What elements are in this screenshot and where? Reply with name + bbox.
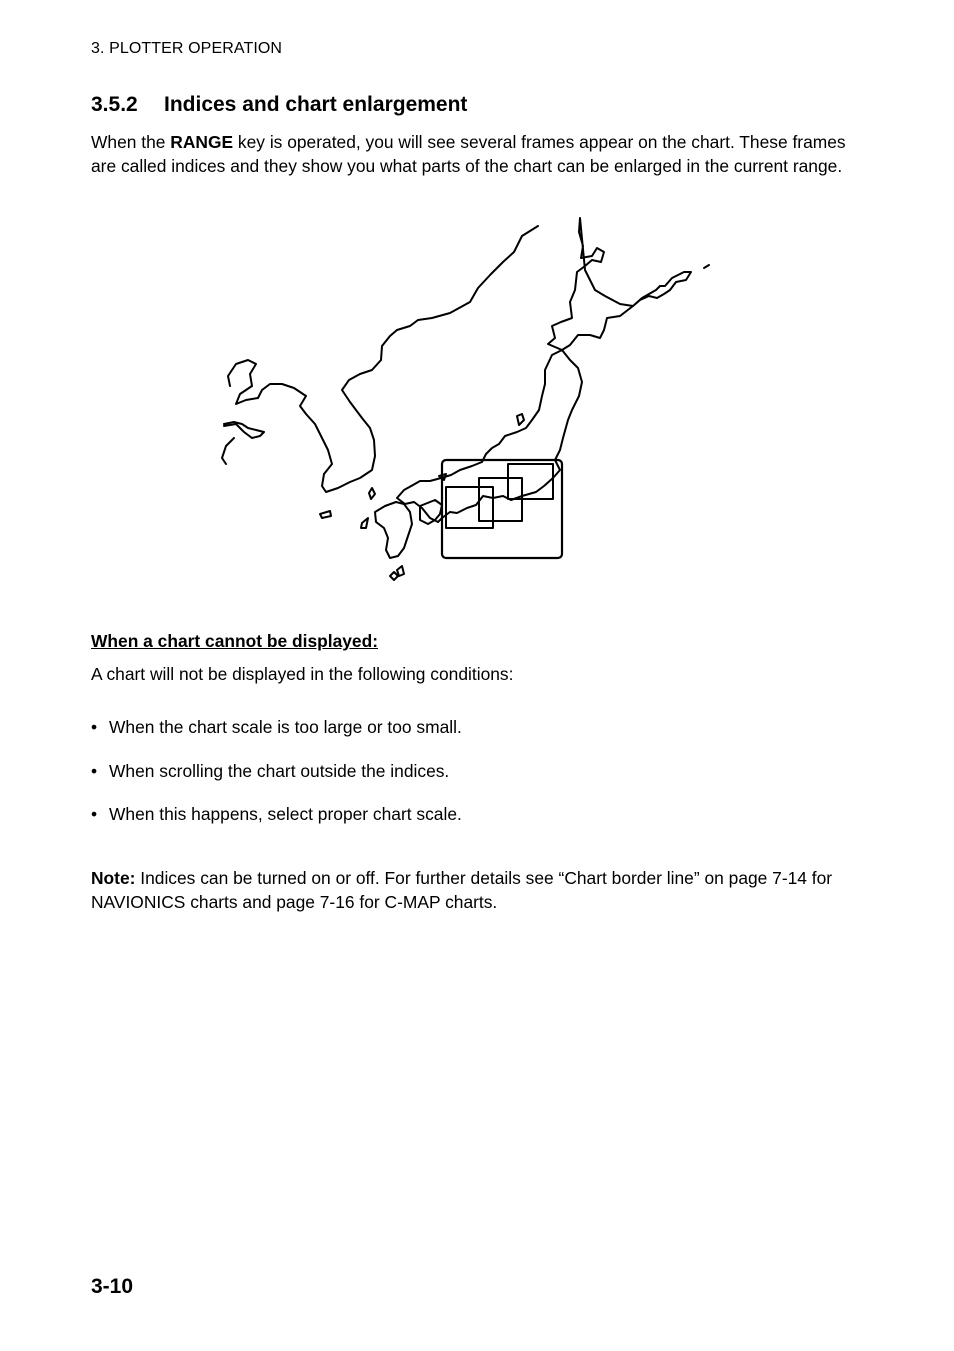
bay-coast [222,422,264,464]
page-number: 3-10 [91,1275,134,1298]
mainland-coast [228,226,538,492]
cannot-display-lead: A chart will not be displayed in the following conditions: [91,664,514,684]
kyushu-southern-islet [390,572,398,580]
list-item [91,803,462,847]
list-item [91,716,462,760]
hokkaido-outline [548,218,691,350]
list-item-text: When scrolling the chart outside the indices. [109,760,450,781]
section-title-text: Indices and chart enlargement [164,93,468,116]
jeju-islet [320,511,331,518]
goto-islet [361,518,368,528]
intro-text-start: When the [91,132,171,152]
index-frame-large [442,460,562,558]
list-item-text: When the chart scale is too large or too small. [109,717,462,737]
intro-text-end: key is operated, you will see several frames appear on the chart. These frames are called indices and they show you what parts of the chart can be enlarged in the current range. [91,132,846,176]
range-key-label: RANGE [170,132,234,152]
bullet-glyph: • [91,760,98,781]
sado-islet [517,414,524,425]
list-item [91,760,462,804]
note-paragraph [91,866,851,914]
list-item-text: When this happens, select proper chart scale. [109,804,462,824]
tsushima-islet [369,488,375,499]
kyushu-outline [375,502,412,558]
running-header: 3. PLOTTER OPERATION [91,40,283,57]
cannot-display-heading: When a chart cannot be displayed: [91,631,378,651]
conditions-list [91,716,462,847]
note-text: Indices can be turned on or off. For further details see “Chart border line” on page 7-14 for NAVIONICS charts and page 7-16 for C-MAP charts. [91,868,833,912]
section-number: 3.5.2 [91,93,138,116]
bullet-glyph: • [91,717,98,737]
kuril-islet [704,265,709,268]
yakushima-islet [397,566,404,576]
note-label: Note: [91,868,136,888]
bullet-glyph: • [91,804,98,824]
honshu-outline [397,350,582,522]
